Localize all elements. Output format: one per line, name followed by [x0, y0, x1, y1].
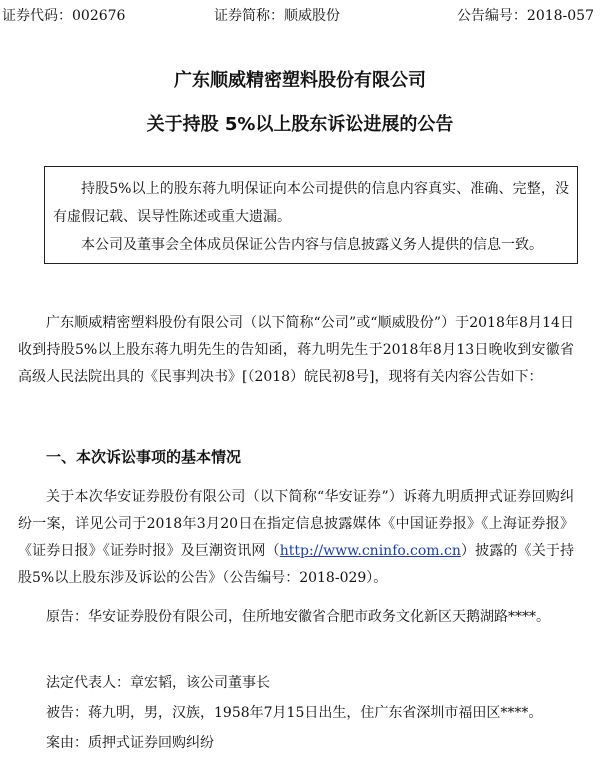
case-cause: 案由：质押式证券回购纠纷: [46, 735, 214, 751]
case-text-after-link: ）披露的《关于持股5%以上股东涉及诉讼的公告》（公告编号：2018-029）。: [18, 543, 575, 586]
case-paragraph: [18, 484, 574, 592]
disclaimer-line-2: 本公司及董事会全体成员保证公告内容与信息披露义务人提供的信息一致。: [81, 237, 543, 253]
defendant: 被告：蒋九明，男，汉族，1958年7月15日出生，住广东省深圳市福田区****。: [46, 705, 543, 721]
intro-text: 广东顺威精密塑料股份有限公司（以下简称“公司”或“顺威股份”）于2018年8月14日收到持股5%以上股东蒋九明先生的告知函，蒋九明先生于2018年8月13日晚收到安徽省高级人民法院出具的《民事判决书》[（2018）皖民初8号]，现将有关内容公告如下：: [18, 315, 574, 385]
case-text-before-link: 关于本次华安证券股份有限公司（以下简称“华安证券”）诉蒋九明质押式证券回购纠纷一案，详见公司于2018年3月20日在指定信息披露媒体《中国证券报》《上海证券报》《证券日报》《证券时报》及巨潮资讯网（: [18, 489, 574, 559]
cninfo-link[interactable]: http://www.cninfo.com.cn: [279, 543, 461, 559]
disclaimer-box: [44, 166, 578, 264]
stock-code: 证券代码：002676: [2, 8, 126, 24]
plaintiff-text: 原告：华安证券股份有限公司，住所地安徽省合肥市政务文化新区天鹅湖路****。: [46, 609, 550, 625]
company-title: 广东顺威精密塑料股份有限公司: [174, 70, 426, 91]
announcement-title: 关于持股 5%以上股东诉讼进展的公告: [146, 114, 454, 135]
disclaimer-line-1: 持股5%以上的股东蒋九明保证向本公司提供的信息内容真实、准确、完整，没有虚假记载、误导性陈述或重大遗漏。: [53, 181, 569, 225]
plaintiff-paragraph: [18, 604, 574, 631]
intro-paragraph: [18, 310, 574, 391]
stock-abbreviation: 证券简称：顺威股份: [214, 8, 340, 24]
announcement-number: 公告编号：2018-057: [456, 8, 594, 24]
section-1-heading: 一、本次诉讼事项的基本情况: [46, 448, 242, 466]
case-text: [18, 484, 574, 592]
legal-representative: 法定代表人：章宏韬，该公司董事长: [46, 675, 270, 691]
